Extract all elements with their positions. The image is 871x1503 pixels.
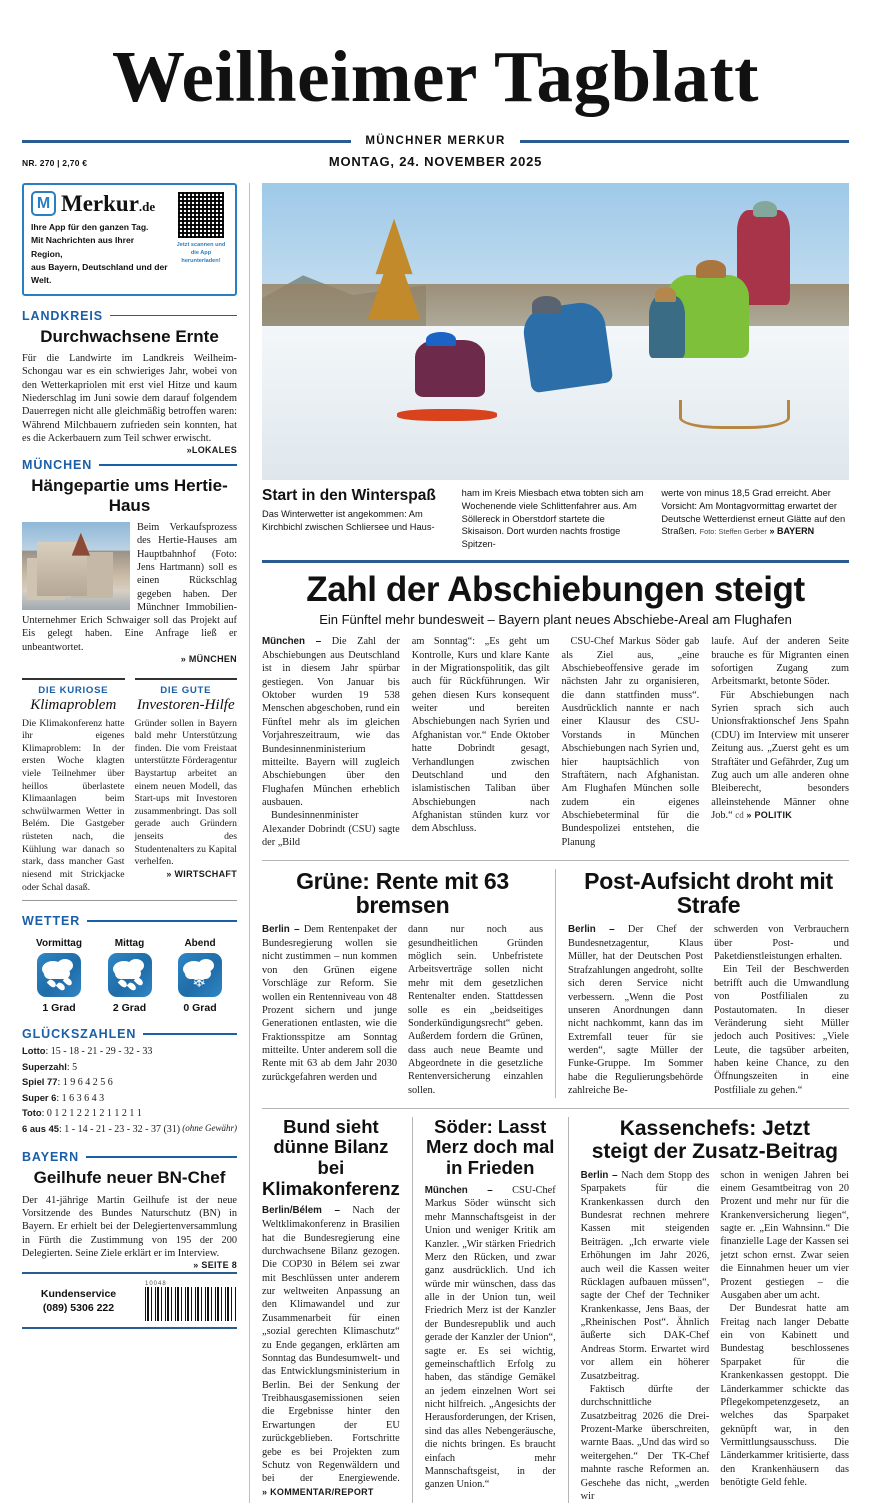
left-rail <box>22 183 250 1503</box>
kicker-rule <box>86 1156 237 1158</box>
post-columns <box>568 923 849 1097</box>
column-divider <box>412 1117 413 1503</box>
content-grid <box>22 183 849 1503</box>
section-kicker-bayern[interactable] <box>22 1150 237 1164</box>
dateline: Berlin – <box>262 924 300 936</box>
story-soeder <box>425 1117 556 1503</box>
mini-body: Die Klimakonferenz hatte ihr eigenes Klimaproblem: In der ersten Woche klagten viele Teilnehmer über heillos überlastete Klimaanlagen beim schwülwarmen Wetter in Belém. Die Gastgeber rüsteten nach, die Kühlung war danach so stark, dass mancher Gast niesend mit Strickjacke oder Schal dasaß. <box>22 717 125 893</box>
mini-headline[interactable]: Investoren-Hilfe <box>136 696 235 713</box>
lead-caption <box>262 487 849 551</box>
promo-text-block <box>31 191 168 288</box>
photo-hat-child <box>655 287 676 302</box>
lottery-label: Toto <box>22 1107 42 1119</box>
main-col-3 <box>562 635 700 849</box>
lottery-row: Superzahl: 5 <box>22 1060 78 1073</box>
body-text: Beim Verkaufsprozess des Hertie-Hauses am Hauptbahnhof (Foto: Jens Hartmann) soll es einen Rückschlag gegeben haben. Der Münchner Immobilien-Unternehmer Erich Schwaiger soll das Projekt auf Eis gelegt haben. Eine Anfrage ließ er unbeantwortet. <box>22 522 237 653</box>
body-text: Der 41-jährige Martin Geilhufe ist der neue Vorsitzende des Bundes Naturschutz (BN) in Bayern. Er erhielt bei der Delegiertenversammlung in Fürth die Zustimmung von 195 der 200 Delegierten. Seine Ziele erklärt er im Interview. <box>22 1194 237 1259</box>
kicker-label: MÜNCHEN <box>22 458 93 473</box>
headline-line-3: Klimakonferenz <box>262 1177 400 1199</box>
caption-col-2 <box>462 487 650 551</box>
caption-col-3 <box>661 487 849 551</box>
promo-brand-tld: .de <box>138 199 156 214</box>
paragraph-text: Dem Rentenpaket der Bundesregierung wollen sie nicht zustimmen – nun kommen von den Grünen eigene Vorschläge zur Reform. Sie wollen ein Rentenniveau von 48 Prozent sichern und junge Generationen entlasten, wie die Fraktionsspitze am Sonntag mitteilte. Unter anderem soll die Rente mit 63 ab dem Jahr 2030 zurückgefahren werden und <box>262 924 398 1083</box>
gruene-columns <box>262 923 543 1097</box>
caption-ref[interactable]: » BAYERN <box>769 526 815 537</box>
lottery-value: 1 9 6 4 2 5 6 <box>62 1077 113 1089</box>
paragraph <box>262 635 400 809</box>
weather-row <box>22 938 237 1014</box>
qr-block[interactable] <box>174 191 228 265</box>
main-col-2 <box>412 635 550 849</box>
lottery-row: (ohne Gewähr) 6 aus 45: 1 - 14 - 21 - 23 - 32 - 37 (31) <box>22 1122 237 1135</box>
lottery-label: Lotto <box>22 1045 46 1057</box>
column-divider <box>555 869 556 1098</box>
paragraph: CSU-Chef Markus Söder gab als Ziel aus, „eine Abschiebeoffensive gerade im nächsten Jahr zu organisieren, die dann stattfinden muss“. Ausdrücklich nannte er nach einer Klausur des CSU-Vorstands in München Abschiebungen nach Syrien und, hier hauptsächlich von Straftätern, nach Afghanistan. Am Flughafen München solle zudem ein eigenes Abschiebeterminal für die Bundespolizei entstehen, die Planung <box>561 636 700 848</box>
dateline: Berlin – <box>568 924 615 936</box>
paragraph: Ein Teil der Beschwerden betrifft auch die Umwandlung von Postfilialen zu Postautomaten. In dieser Veränderung sieht Müller jedoch auch Positives: „Viele Leute, die tagsüber arbeiten, haben keine Chance, zu den Öffnungszeiten in eine Postfiliale zu gehen.“ <box>714 964 849 1096</box>
body-bayern <box>22 1194 237 1271</box>
issue-row <box>22 154 849 169</box>
rain-cloud-icon <box>37 953 81 997</box>
story-gruene <box>262 869 543 1098</box>
main-story-columns <box>262 635 849 849</box>
lottery-row: Spiel 77: 1 9 6 4 2 5 6 <box>22 1076 113 1089</box>
weather-slot <box>169 938 231 1014</box>
caption-text: ham im Kreis Miesbach etwa tobten sich am Wochenende viele Schlittenfahrer aus. Am Söllereck in Oberstdorf startete die Skisaison. Dort wurden nachts frostige Spitzen- <box>461 488 644 550</box>
promo-lines <box>31 221 168 288</box>
service-line-1: Kundenservice <box>40 1287 117 1300</box>
merkur-app-promo[interactable] <box>22 183 237 296</box>
lottery-numbers <box>22 1044 237 1137</box>
promo-brand <box>31 191 168 216</box>
headline-line-1: Kassenchefs: Jetzt <box>619 1116 810 1140</box>
caption-text: Das Winterwetter ist angekommen: Am Kirchbichl zwischen Schliersee und Haus- <box>262 509 435 532</box>
kicker-rule <box>143 1033 237 1035</box>
paragraph-text: Nach dem Stopp des Sparpakets für die Krankenkassen durch den Bundesrat rechnen mehrere Kassen mit steigenden Beiträgen. „Ich erwarte viele Erhöhungen im Jahr 2026, auch weil die Kassen weiter Rücklagen aufbauen müssen“, sagte der Chef der Techniker Krankenkasse, Jens Baas, der „Rheinischen Post“. Ähnlich äußerte sich DAK-Chef Andreas Storm. Erwartet wird vor allem ein höherer Zusatzbeitrag. <box>580 1169 710 1382</box>
weather-slot <box>99 938 161 1014</box>
ref-muenchen[interactable]: » MÜNCHEN <box>180 653 237 664</box>
headline-muenchen[interactable]: Hängepartie ums Hertie-Haus <box>31 476 228 515</box>
masthead-subtitle: MÜNCHNER MERKUR <box>365 135 506 147</box>
lottery-label: 6 aus 45 <box>22 1122 60 1134</box>
section-divider <box>262 560 849 563</box>
photo-figure-child <box>649 296 684 358</box>
customer-service-bar <box>22 1272 237 1329</box>
lottery-label: Spiel 77 <box>22 1076 58 1088</box>
lottery-row: Toto: 0 1 2 1 2 2 1 2 1 1 2 1 1 <box>22 1107 142 1120</box>
paragraph: Bundesinnenminister Alexander Dobrindt (CSU) sagte der „Bild <box>262 810 400 849</box>
lottery-value: 1 6 3 6 4 3 <box>61 1092 105 1104</box>
body-muenchen <box>22 521 237 665</box>
mini-top-rule <box>22 678 125 680</box>
photo-hat-blue <box>532 296 561 314</box>
hertie-haus-photo <box>22 522 130 610</box>
mini-headline[interactable]: Klimaproblem <box>30 696 117 713</box>
kicker-label: WETTER <box>22 914 81 929</box>
weather-label: Vormittag <box>36 938 82 950</box>
mini-top-rule <box>135 678 238 680</box>
klima-body <box>262 1204 400 1499</box>
main-ref[interactable]: » POLITIK <box>746 810 793 821</box>
kassen-col-2 <box>720 1169 849 1503</box>
headline-line-2: Merz doch mal <box>425 1136 555 1158</box>
ref-bayern[interactable]: » SEITE 8 <box>193 1260 237 1271</box>
mini-bottom-rule <box>22 900 237 901</box>
story-post <box>568 869 849 1098</box>
paragraph: dann nur noch aus gesundheitlichen Gründen möglich sein. Unbefristete Arbeitsverträge sollen nicht mehr mit dem gesetzlichen Rentenalter enden. Stattdessen solle es ein „beidseitiges Sonderkündigungsrecht“ geben. Außerdem fordern die Grünen, dass auch neue Beamte und Abgeordnete in die gesetzliche Rentenversicherung einzahlen sollen. <box>408 924 543 1096</box>
paragraph: am Sonntag“: „Es geht um Kontrolle, Kurs und klare Kante in der Migrationspolitik, das gilt auch für Rückführungen. Wir gehen diesen Kurs konsequent weiter und bereiten Abschiebungen nach Syrien und Afghanistan vor.“ Ende Oktober hatte Dobrindt gesagt, Verhandlungen zwischen Deutschland und den islamistischen Taliban über Abschiebungen nach Afghanistan stünden kurz vor dem Abschluss. <box>411 636 550 835</box>
photo-plastic-sled <box>397 409 497 421</box>
headline-soeder[interactable] <box>425 1117 556 1179</box>
paragraph-text: Der Chef der Bundesnetzagentur, Klaus Müller, hat der Deutschen Post Strafzahlungen angedroht, sollte sich deren Service nicht verbessern. „Wenn die Post unseren Anordnungen dann nicht nachkommt, kann das im Extremfall teuer für sie werden“, sagte Müller der Funke-Gruppe. Im Sommer habe die Regulierungsbehörde zahlreiche Be- <box>568 924 703 1097</box>
weather-label: Mittag <box>114 938 145 950</box>
mini-kuriose <box>22 678 125 895</box>
three-story-row <box>262 1117 849 1503</box>
headline-line-1: Söder: Lasst <box>434 1115 547 1137</box>
headline-line-1: Bund sieht <box>283 1115 379 1137</box>
lottery-value: 0 1 2 1 2 2 1 2 1 1 2 1 1 <box>46 1108 142 1120</box>
gruene-col-2 <box>408 923 543 1097</box>
headline-gruene[interactable]: Grüne: Rente mit 63 bremsen <box>296 867 509 918</box>
lead-photo <box>262 183 849 480</box>
paragraph: Faktisch dürfte der durchschnittliche Zusatzbeitrag 2026 die Drei-Prozent-Marke überschreiten, warnte Baas. „Und das wird so weitergehen.“ Der TK-Chef mahnte rasche Reformen an. Geschehe das nicht, „werden wir <box>580 1383 710 1502</box>
rule-right <box>520 140 849 143</box>
dateline: München – <box>424 1184 493 1196</box>
ref-gute[interactable]: » WIRTSCHAFT <box>166 868 237 879</box>
lottery-row: Lotto: 15 - 18 - 21 - 29 - 32 - 33 <box>22 1045 153 1058</box>
kassen-columns <box>581 1169 849 1503</box>
headline-landkreis[interactable]: Durchwachsene Ernte <box>40 326 219 346</box>
mini-kicker-label: DIE KURIOSE <box>38 684 109 696</box>
lottery-label: Superzahl <box>22 1060 67 1072</box>
headline-line-3: in Frieden <box>446 1156 535 1178</box>
promo-brand-name <box>61 192 155 215</box>
two-story-row <box>262 869 849 1098</box>
headline-line-2: dünne Bilanz bei <box>273 1136 389 1178</box>
main-content <box>250 183 849 1503</box>
section-kicker-muenchen[interactable] <box>22 458 237 472</box>
paragraph <box>425 1184 556 1492</box>
ref-landkreis[interactable]: »LOKALES <box>186 445 237 456</box>
post-col-2 <box>714 923 849 1097</box>
story-kassen <box>581 1117 849 1503</box>
dateline: Berlin – <box>580 1169 618 1181</box>
qr-caption: Jetzt scannen und die App herunterladen! <box>176 242 226 265</box>
page-title: Weilheimer Tagblatt <box>112 36 759 117</box>
caption-title: Start in den Winterspaß <box>262 487 436 504</box>
photo-hat-green <box>696 260 725 278</box>
masthead <box>22 0 849 169</box>
barcode-block <box>145 1281 237 1321</box>
section-kicker-glueckszahlen[interactable] <box>22 1027 237 1041</box>
caption-text <box>661 487 849 538</box>
paragraph: laufe. Auf der anderen Seite brauche es für Migranten einen sofortigen Zugang zum Arbeitsmarkt, betonte Söder. <box>711 636 849 688</box>
headline-line-2: steigt der Zusatz-Beitrag <box>591 1140 838 1164</box>
rain-cloud-icon <box>108 953 152 997</box>
dateline: Berlin/Bélem – <box>262 1205 340 1217</box>
issue-number: NR. 270 | 2,70 € <box>22 158 88 168</box>
promo-line-2: Mit Nachrichten aus Ihrer Region, <box>31 235 135 259</box>
promo-brand-word: Merkur <box>61 191 139 216</box>
post-col-1 <box>568 923 703 1097</box>
caption-body: werte von minus 18,5 Grad erreicht. Aber Vorsicht: Am Montagvormittag erwartet der Deutsche Wetterdienst erneut Glätte auf den Straßen. <box>661 488 846 537</box>
soeder-body <box>425 1184 556 1492</box>
paragraph: Der Bundesrat hatte am Freitag nach langer Debatte ein von Kabinett und Bundestag beschlossenes Sparpaket für die Krankenkassen gestoppt. Die Länderkammer schickte das Pflegekompetenzgesetz, an welches das Sparpaket geknüpft war, in den Vermittlungsausschuss. Die Länderkammer kritisierte, dass den Krankenhäusern das benötigte Geld fehle. <box>720 1303 849 1489</box>
kicker-label: GLÜCKSZAHLEN <box>22 1027 137 1042</box>
section-divider <box>262 1108 849 1109</box>
gruene-col-1 <box>262 923 397 1097</box>
barcode-number: 10048 <box>145 1281 167 1288</box>
lottery-note: (ohne Gewähr) <box>182 1122 237 1133</box>
column-divider <box>568 1117 569 1503</box>
kicker-rule <box>99 464 237 466</box>
promo-line-3: aus Bayern, Deutschland und der Welt. <box>31 261 168 286</box>
story-klima <box>262 1117 400 1503</box>
section-divider <box>262 860 849 861</box>
customer-service-text <box>22 1287 135 1315</box>
paragraph-text: Die Zahl der Abschiebungen aus Deutschland ist in diesem Jahr spürbar gestiegen. Von Januar bis Oktober wurden 19 538 Menschen abgeschoben, rund ein Fünftel mehr als im gleichen Vorjahreszeitraum, wie das Bundesinnenministerium mitteilte. Bayern will zugleich Abschiebungen über den Flughafen München erheblich ausbauen. <box>262 636 400 809</box>
caption-col-1 <box>262 487 450 551</box>
paragraph: schon in wenigen Jahren bei einem Gesamtbeitrag von 20 Prozent und mehr nur für die Krankenversicherung liegen“, sagte er. „Ein Wahnsinn.“ Die finanzielle Lage der Kassen sei jetzt schon ernst. Zwar seien die Einnahmen heuer um vier Prozent gestiegen – die Ausgaben aber um acht. <box>720 1169 849 1301</box>
lottery-row: Super 6: 1 6 3 6 4 3 <box>22 1091 105 1104</box>
paragraph <box>262 923 397 1084</box>
lottery-value: 1 - 14 - 21 - 23 - 32 - 37 (31) <box>64 1123 181 1135</box>
merkur-logo-icon: M <box>31 191 56 216</box>
weather-label: Abend <box>184 938 216 950</box>
section-kicker-wetter[interactable] <box>22 914 237 928</box>
paragraph-text: Nach der Weltklimakonferenz in Brasilien hat die Bundesregierung eine durchwachsene Bilanz gezogen. Die COP30 in Bélem sei zwar mit Beschlüssen unter anderem zur weltweiten Anpassung an den Klimawandel und zur Zusammenarbeit für einen „sozial gerechten Klimaschutz“ zu Ende gegangen, erklärten am Sonntag das Bundesumwelt- und das Entwicklungsministerium in Berlin. Bei der Senkung der Treibhausgasemissionen seien die Ergebnisse hinter den Erwartungen der EU zurückgeblieben. Fortschritte gebe es bei Projekten zum Schutz von Regenwäldern und bei der Energiewende. <box>262 1205 400 1485</box>
kicker-label: BAYERN <box>22 1150 80 1165</box>
snow-cloud-icon: ❄ <box>178 953 222 997</box>
lottery-label: Super 6 <box>22 1091 57 1103</box>
barcode-icon <box>145 1287 237 1321</box>
dateline: München – <box>262 636 322 648</box>
weather-slot <box>28 938 90 1014</box>
headline-kassen[interactable] <box>581 1117 849 1164</box>
lottery-value: 15 - 18 - 21 - 29 - 32 - 33 <box>50 1046 153 1058</box>
section-kicker-landkreis[interactable] <box>22 309 237 323</box>
paragraph-text: CSU-Chef Markus Söder wünscht sich mehr Mannschaftsgeist in der Union und weniger Kritik am Kanzler. „Wir stärken Friedrich Merz den Rücken, und zwar ganz ausdrücklich. Und ich würde mir wünschen, dass das alle in der Union tun, weil Friedrich Merz ist der Kanzler der Bundesrepublik und auch gerade der Kanzler der Union“, sagte er. Es sei wichtig, gemeinschaftlich Erfolg zu haben, das ständige Gemäkel an jedem einzelnen Wort sei nicht hilfreich. „Angesichts der Herausforderungen, der Krisen, sind das alles Nebengeräusche, die nichts bringen. Es braucht einfach mehr Mannschaftsgeist, in der ganzen Union.“ <box>424 1184 556 1491</box>
paragraph <box>581 1169 710 1383</box>
kassen-col-1 <box>581 1169 710 1503</box>
author-signature: cd <box>735 810 744 821</box>
weather-value: 2 Grad <box>112 1002 147 1015</box>
qr-code-icon[interactable] <box>177 191 225 239</box>
photo-hat-red <box>753 201 778 217</box>
service-line-2: (089) 5306 222 <box>42 1302 115 1315</box>
kicker-rule <box>87 920 237 922</box>
mini-kicker-label: DIE GUTE <box>160 684 212 696</box>
body-text: Für die Landwirte im Landkreis Weilheim-Schongau war es ein schwieriges Jahr, wobei von den Wetterkapriolen mit erst viel Hitze und kaum Niederschlag im Juni sowie dem darauf folgendem Dauerregen nicht alle gleichmäßig betroffen waren: Während Milchbauern zufrieden sein konnten, hat es die Ackerbauern zum Teil schwer erwischt. <box>22 353 237 444</box>
photo-credit: Foto: Steffen Gerber <box>699 527 767 537</box>
photo-wooden-sled <box>679 400 791 430</box>
weather-value: 0 Grad <box>183 1002 217 1015</box>
photo-figure-adult-purple <box>415 340 485 396</box>
issue-date: MONTAG, 24. NOVEMBER 2025 <box>328 154 543 169</box>
lottery-value: 5 <box>72 1061 78 1073</box>
headline-post[interactable]: Post-Aufsicht droht mit Strafe <box>584 867 833 918</box>
masthead-rule-row <box>22 135 849 147</box>
main-subheadline: Ein Fünftel mehr bundesweit – Bayern plant neues Abschiebe-Areal am Flughafen <box>319 612 792 628</box>
promo-line-1: Ihre App für den ganzen Tag. <box>31 222 149 232</box>
mini-body: Gründer sollen in Bayern bald mehr Unterstützung finden. Die vom Freistaat unterstützte Förderagentur Baystartup arbeitet an einem neuen Modell, das Start-ups mit Investoren zusammenbringt. Das soll gerade auch Gründern jenseits des Studentenalters zu Kapital verhelfen. <box>134 717 237 868</box>
main-headline[interactable]: Zahl der Abschiebungen steigt <box>306 570 805 610</box>
paragraph <box>262 1204 400 1499</box>
paragraph: schwerden von Verbrauchern über Post- und Paketdienstleistungen erhalten. <box>714 924 849 963</box>
rule-left <box>22 140 351 143</box>
kicker-label: LANDKREIS <box>22 308 104 323</box>
mini-columns <box>22 678 237 895</box>
main-col-4 <box>711 635 849 849</box>
headline-bayern[interactable]: Geilhufe neuer BN-Chef <box>33 1168 226 1188</box>
paragraph <box>711 689 849 823</box>
photo-hat-purple <box>426 332 455 347</box>
kicker-rule <box>110 315 237 317</box>
paragraph <box>568 923 703 1097</box>
mini-gute <box>135 678 238 895</box>
headline-klima[interactable] <box>262 1117 400 1200</box>
main-col-1 <box>262 635 400 849</box>
weather-value: 1 Grad <box>42 1002 76 1015</box>
paragraph-text: Für Abschiebungen nach Syrien sprach sich auch Unionsfraktionschef Jens Spahn (CDU) im Interview mit unserer Zeitung aus. „Zuerst geht es um Straftäter und Gefährder, Zug um Zug auch um alle anderen ohne Bleiberecht, besonders alleinstehende Männer ohne Job.“ <box>711 689 849 822</box>
body-landkreis <box>22 352 237 456</box>
klima-ref[interactable]: » KOMMENTAR/REPORT <box>262 1486 374 1497</box>
